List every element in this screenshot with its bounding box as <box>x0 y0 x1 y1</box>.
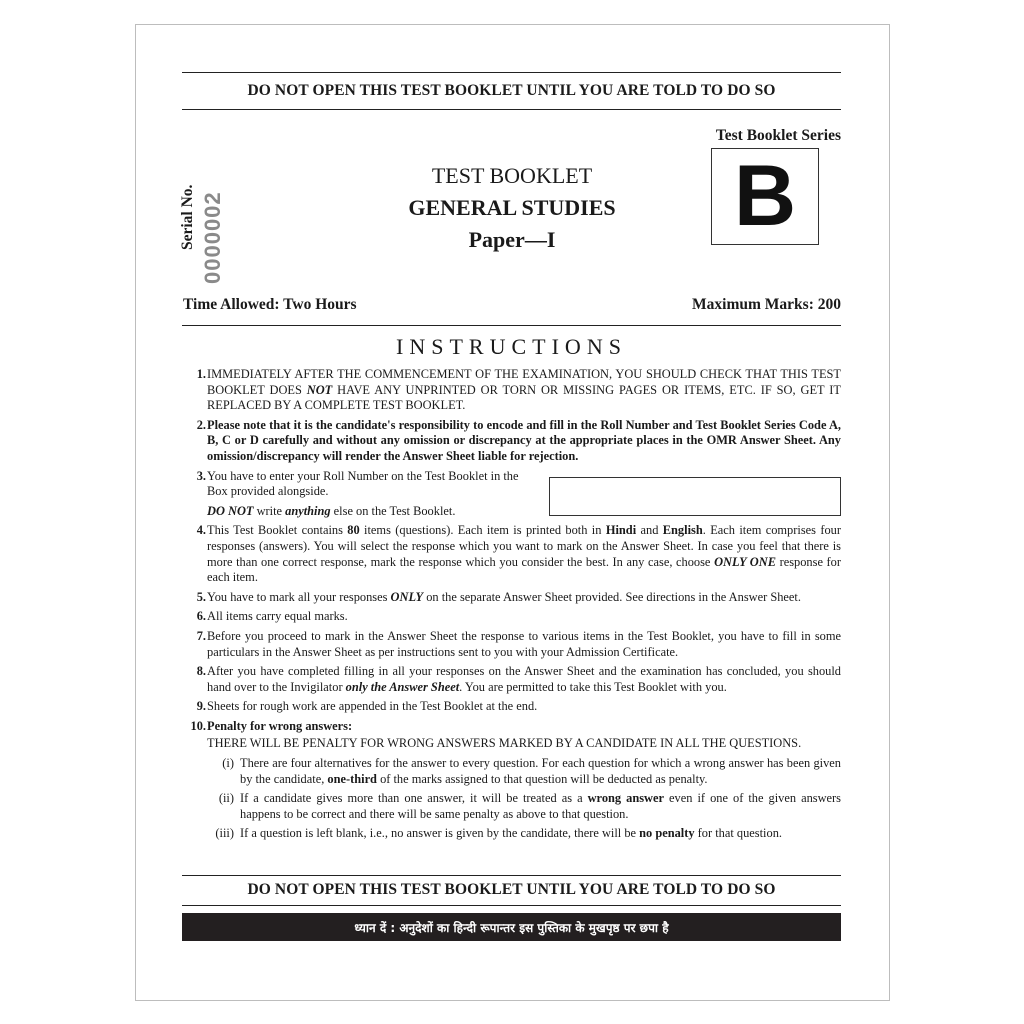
bottom-rule <box>182 875 841 876</box>
subitem-number: (i) <box>222 756 234 771</box>
instruction-text: Penalty for wrong answers: <box>207 718 353 733</box>
instruction-text: IMMEDIATELY AFTER THE COMMENCEMENT OF THE EXAMINATION, YOU SHOULD CHECK THAT THIS TEST BOOKLET DOES NOT HAVE ANY UNPRINTED OR TORN OR MISSING PAGES OR ITEMS, ETC. IF SO, GET IT REPLACED BY A COMPLETE TEST BOOKLET. <box>207 367 841 413</box>
serial-number <box>178 185 226 284</box>
instruction-number: 4. <box>196 523 206 538</box>
instruction-text: You have to mark all your responses ONLY on the separate Answer Sheet provided. See directions in the Answer Sheet. <box>207 589 801 604</box>
instruction-item <box>182 590 841 606</box>
instruction-number: 3. <box>196 468 206 483</box>
instruction-item <box>182 418 841 465</box>
instruction-number: 8. <box>196 664 206 679</box>
hindi-note-bar: ध्यान दें : अनुदेशों का हिन्दी रूपान्तर इस पुस्तिका के मुखपृष्ठ पर छपा है <box>182 913 841 941</box>
instruction-item <box>182 609 841 625</box>
top-banner: DO NOT OPEN THIS TEST BOOKLET UNTIL YOU ARE TOLD TO DO SO <box>247 82 776 99</box>
title-line2: GENERAL STUDIES <box>408 195 616 220</box>
instruction-item <box>182 719 841 752</box>
subitem-text: If a candidate gives more than one answer, it will be treated as a wrong answer even if one of the given answers happens to be correct and there will be same penalty as above to that question. <box>240 791 842 821</box>
instruction-extra: THERE WILL BE PENALTY FOR WRONG ANSWERS MARKED BY A CANDIDATE IN ALL THE QUESTIONS. <box>207 736 802 751</box>
instructions-rule <box>182 325 841 326</box>
instructions-heading: INSTRUCTIONS <box>396 334 627 359</box>
title-line1: TEST BOOKLET <box>431 163 593 188</box>
instruction-extra: DO NOT write anything else on the Test Booklet. <box>207 503 456 518</box>
penalty-subitem <box>182 826 841 842</box>
instruction-number: 9. <box>196 699 206 714</box>
instruction-text: Please note that it is the candidate's responsibility to encode and fill in the Roll Number and Test Booklet Series Code A, B, C or D carefully and without any omission or discrepancy at the appropriate places in the OMR Answer Sheet. Any omission/discrepancy will render the Answer Sheet liable for rejection. <box>207 417 841 463</box>
serial-value: 0000002 <box>200 191 225 284</box>
subitem-number: (iii) <box>215 826 234 841</box>
instruction-text: This Test Booklet contains 80 items (questions). Each item is printed both in Hindi and English. Each item comprises four responses (answers). You will select the response which you want to mark on the Answer Sheet. In case you feel that there is more than one correct response, mark the response which you consider the best. In any case, choose ONLY ONE response for each item. <box>207 523 842 585</box>
instruction-text: Before you proceed to mark in the Answer Sheet the response to various items in the Test Booklet, you have to fill in some particulars in the Answer Sheet as per instructions sent to you with your Admission Certificate. <box>207 628 841 659</box>
instruction-text: All items carry equal marks. <box>207 609 348 624</box>
maximum-marks: Maximum Marks: 200 <box>692 296 841 313</box>
top-rule-2 <box>182 109 841 110</box>
instruction-number: 2. <box>196 417 206 432</box>
penalty-subitem <box>182 756 841 787</box>
instruction-item <box>182 664 841 695</box>
instruction-item <box>182 629 841 660</box>
instruction-item <box>182 367 841 414</box>
instruction-text: You have to enter your Roll Number on the Test Booklet in the Box provided alongside. <box>207 468 519 499</box>
series-label: Test Booklet Series <box>715 127 841 144</box>
subitem-text: If a question is left blank, i.e., no answer is given by the candidate, there will be no penalty for that question. <box>240 826 782 841</box>
bottom-banner: DO NOT OPEN THIS TEST BOOKLET UNTIL YOU ARE TOLD TO DO SO <box>247 881 776 898</box>
instruction-number: 7. <box>196 628 206 643</box>
serial-label: Serial No. <box>179 184 196 250</box>
instruction-number: 5. <box>196 589 206 604</box>
instruction-number: 6. <box>196 609 206 624</box>
subitem-text: There are four alternatives for the answer to every question. For each question for which a wrong answer has been given by the candidate, one-third of the marks assigned to that question will be deducted as penalty. <box>240 756 841 786</box>
instruction-text: After you have completed filling in all your responses on the Answer Sheet and the examination has concluded, you should hand over to the Invigilator only the Answer Sheet. You are permitted to take this Test Booklet with you. <box>207 664 841 694</box>
booklet-titles <box>362 160 662 256</box>
instruction-number: 10. <box>190 718 206 733</box>
time-allowed: Time Allowed: Two Hours <box>183 296 357 313</box>
top-rule <box>182 72 841 73</box>
title-line3: Paper—I <box>468 227 556 252</box>
penalty-subitem <box>182 791 841 822</box>
instructions-list <box>182 367 841 846</box>
instruction-text: Sheets for rough work are appended in the Test Booklet at the end. <box>207 699 538 714</box>
series-code-box: B <box>711 148 819 245</box>
roll-number-box[interactable] <box>549 477 841 516</box>
subitem-number: (ii) <box>218 791 234 806</box>
instruction-item <box>182 699 841 715</box>
bottom-rule-2 <box>182 905 841 906</box>
instruction-item <box>182 523 841 585</box>
instruction-number: 1. <box>196 367 206 381</box>
